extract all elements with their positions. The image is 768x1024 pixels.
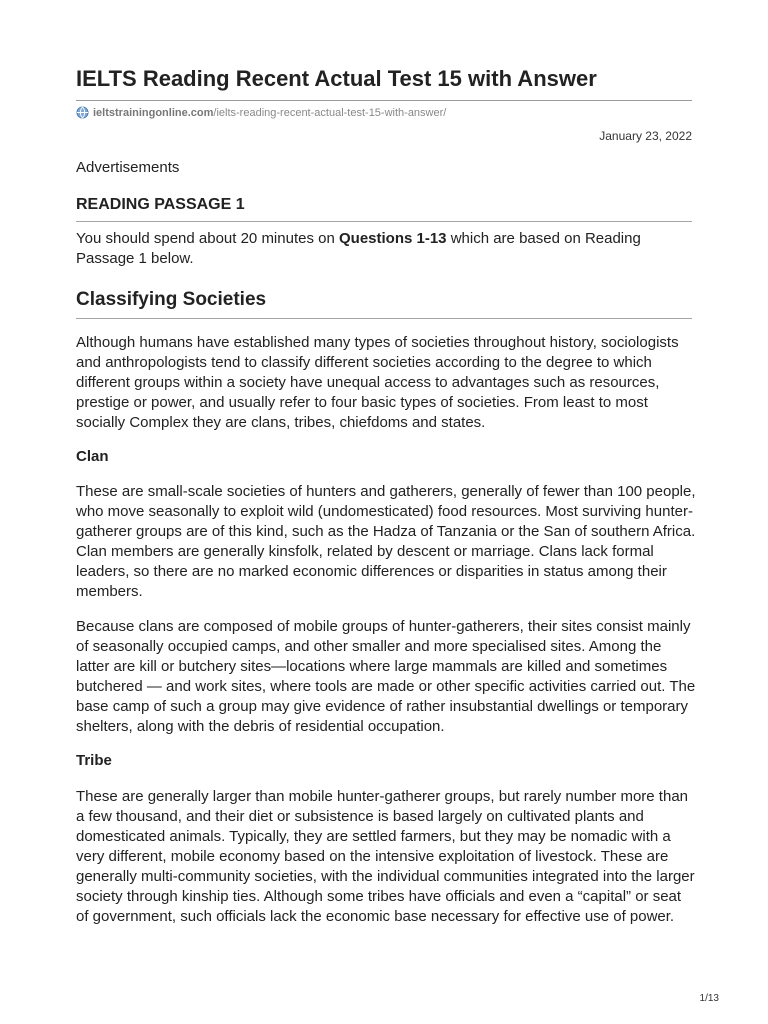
paragraph-intro: Although humans have established many types of societies throughout history, sociologists and anthropologists tend to classify different societies according to the degree to which different groups within a society have unequal access to advantages such as resources, prestige or power, and usually refer to four basic types of societies. From least to most socially Complex they are clans, tribes, chiefdoms and states. [76, 334, 679, 431]
intro-text-after: which are based on Reading Passage 1 below. [76, 230, 641, 267]
section-divider [76, 318, 692, 319]
globe-icon [76, 106, 89, 119]
clan-heading: Clan [76, 448, 109, 465]
tribe-heading: Tribe [76, 752, 112, 769]
title-divider [76, 100, 692, 101]
intro-text-before: You should spend about 20 minutes on [76, 230, 339, 247]
source-url[interactable] [76, 106, 446, 119]
paragraph-tribe: These are generally larger than mobile hunter-gatherer groups, but rarely number more than a few thousand, and their diet or subsistence is based largely on cultivated plants and domesticated animals. Typically, they are settled farmers, but they may be nomadic with a very different, mobile economy based on the intensive exploitation of livestock. These are generally multi-community societies, with the individual communities integrated into the larger society through kinship ties. Although some tribes have officials and even a “capital” or seat of government, such officials lack the economic base necessary for effective use of power. [76, 788, 695, 925]
advertisements-label: Advertisements [76, 159, 180, 176]
section-title: Classifying Societies [76, 289, 267, 310]
source-domain: ieltstrainingonline.com [93, 106, 214, 119]
passage-divider [76, 221, 692, 222]
paragraph-clan-1: These are small-scale societies of hunters and gatherers, generally of fewer than 100 people, who move seasonally to exploit wild (undomesticated) food resources. Most surviving hunter-gatherer groups are of this kind, such as the Hadza of Tanzania or the San of southern Africa. Clan members are generally kinsfolk, related by descent or marriage. Clans lack formal leaders, so there are no marked economic differences or disparities in status among their members. [76, 483, 696, 600]
page-title: IELTS Reading Recent Actual Test 15 with Answer [76, 66, 597, 91]
intro-questions: Questions 1-13 [338, 230, 447, 247]
source-path: /ielts-reading-recent-actual-test-15-with-answer/ [213, 106, 447, 119]
paragraph-clan-2: Because clans are composed of mobile groups of hunter-gatherers, their sites consist mainly of seasonally occupied camps, and other smaller and more specialised sites. Among the latter are kill or butchery sites—locations where large mammals are killed and sometimes butchered — and work sites, where tools are made or other specific activities carried out. The base camp of such a group may give evidence of rather insubstantial dwellings or temporary shelters, along with the debris of residential occupation. [76, 618, 696, 735]
page-number: 1/13 [699, 993, 719, 1004]
passage-intro [76, 229, 692, 269]
passage-heading: READING PASSAGE 1 [76, 196, 245, 213]
publish-date: January 23, 2022 [599, 129, 692, 143]
